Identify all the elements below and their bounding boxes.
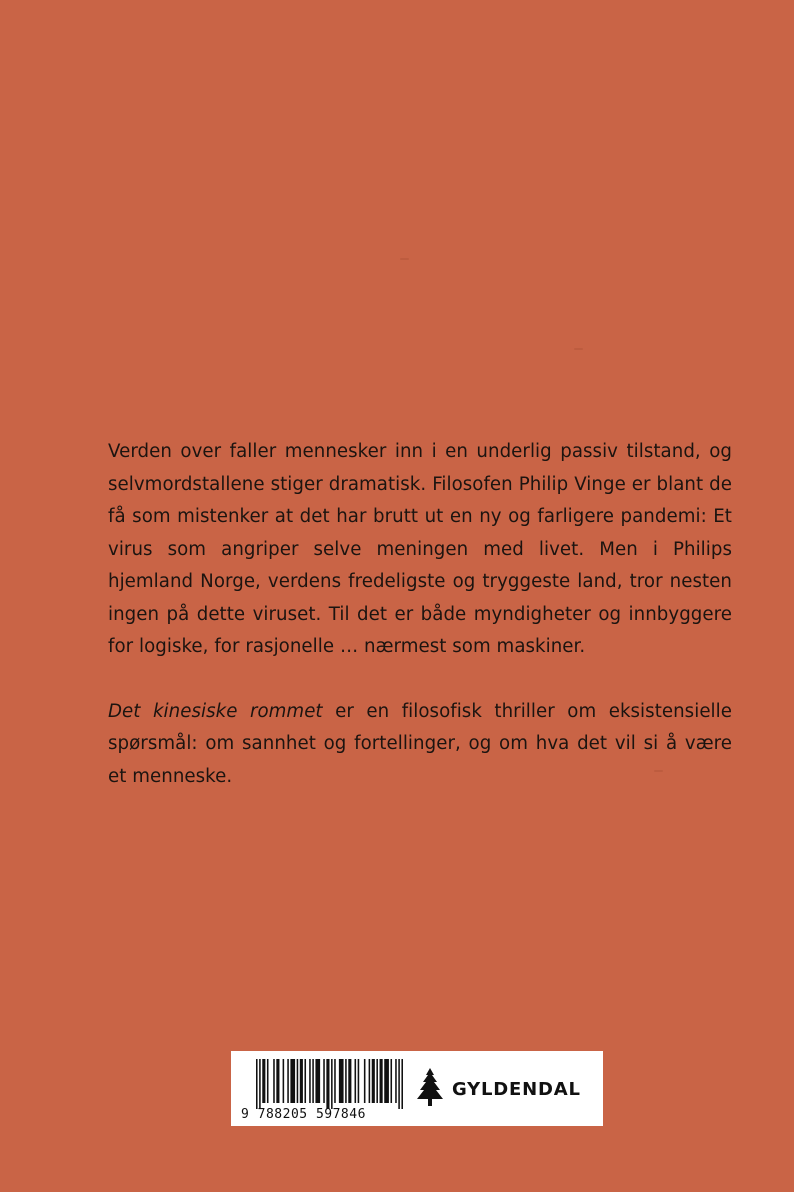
barcode-bar	[339, 1059, 344, 1103]
barcode-bar	[315, 1059, 320, 1103]
barcode-bar	[283, 1059, 285, 1103]
barcode-bar	[276, 1059, 279, 1103]
barcode-bar	[376, 1059, 378, 1103]
barcode-bar	[348, 1059, 351, 1103]
barcode-bar	[326, 1059, 329, 1109]
barcode-bar	[267, 1059, 269, 1103]
book-title: Det kinesiske rommet	[108, 700, 323, 722]
barcode-bar	[304, 1059, 306, 1103]
barcode-bar	[323, 1059, 325, 1103]
barcode-box	[231, 1051, 603, 1126]
barcode-bar	[369, 1059, 371, 1103]
barcode-bar	[334, 1059, 336, 1103]
barcode-bar	[398, 1059, 400, 1109]
barcode-bar	[331, 1059, 333, 1109]
barcode-bar	[390, 1059, 392, 1103]
publisher-logo-text: GYLDENDAL	[452, 1079, 581, 1100]
paper-speck	[400, 258, 409, 260]
barcode-bar	[372, 1059, 375, 1103]
barcode-bar	[259, 1059, 261, 1109]
barcode-bar	[262, 1059, 265, 1103]
blurb-text	[108, 436, 732, 793]
barcode-bar	[380, 1059, 383, 1103]
barcode-bar	[300, 1059, 303, 1103]
blurb-paragraph-2-text: er en filosofisk thriller om eksistensielle spørsmål: om sannhet og fortellinger, og om hva det vil si å være et menneske.	[108, 700, 733, 787]
barcode-bar	[290, 1059, 295, 1103]
barcode-bar	[312, 1059, 314, 1103]
barcode-bar	[309, 1059, 311, 1103]
paper-speck	[574, 348, 583, 350]
barcode-bar	[364, 1059, 366, 1103]
tree-icon	[415, 1067, 445, 1107]
barcode-bar	[297, 1059, 299, 1103]
barcode-bar	[355, 1059, 357, 1103]
isbn-number: 9 788205 597846	[241, 1107, 366, 1122]
barcode-bar	[345, 1059, 347, 1103]
barcode	[256, 1059, 403, 1109]
barcode-bar	[401, 1059, 403, 1109]
barcode-bar	[358, 1059, 360, 1103]
barcode-bar	[384, 1059, 389, 1103]
barcode-bar	[273, 1059, 275, 1103]
blurb-paragraph-2	[108, 696, 732, 794]
barcode-bar	[395, 1059, 397, 1103]
barcode-bar	[287, 1059, 289, 1103]
barcode-bar	[256, 1059, 258, 1109]
blurb-paragraph-1: Verden over faller mennesker inn i en underlig passiv tilstand, og selvmordstallene stiger dramatisk. Filosofen Philip Vinge er blant de få som mistenker at det har brutt ut en ny og farligere pandemi: Et virus som angriper selve meningen med livet. Men i Philips hjemland Norge, verdens fredeligste og tryggeste land, tror nesten ingen på dette viruset. Til det er både myndigheter og innbyggere for logiske, for rasjonelle … nærmest som maskiner.	[108, 441, 732, 657]
